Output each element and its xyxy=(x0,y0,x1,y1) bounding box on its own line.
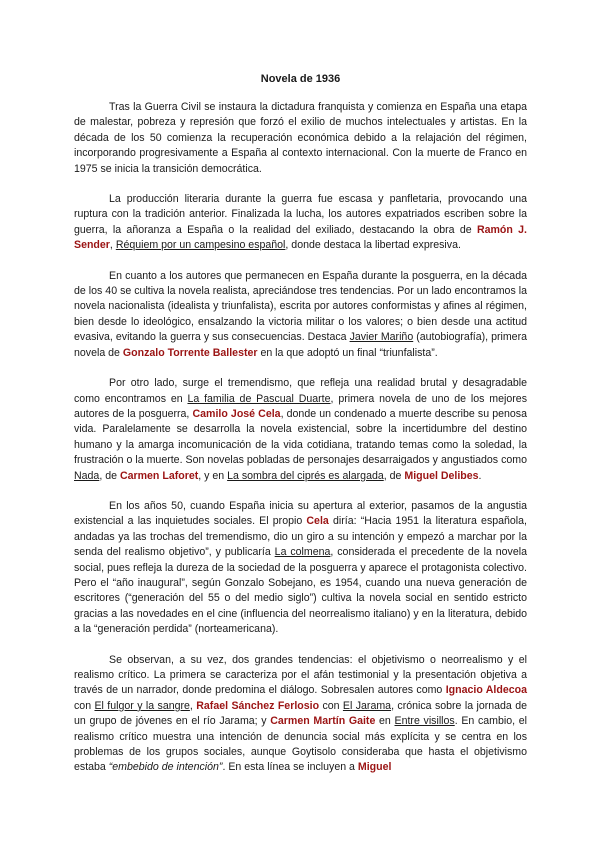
text: . En esta línea se incluyen a xyxy=(222,761,358,774)
author-name: Gonzalo Torrente Ballester xyxy=(122,346,258,359)
text: . En cambio, el realismo crítico muestra una intención de denuncia social más explícita y se centra en los problemas de los grupos sociales, aunque Goytisolo consideraba que hasta el objetivismo estaba xyxy=(74,715,528,774)
work-title: Entre visillos xyxy=(394,715,455,728)
text: , donde destaca la libertad expresiva. xyxy=(285,239,461,252)
text: , primera novela de uno de los mejores autores de la posguerra, xyxy=(74,392,527,420)
work-title: Nada xyxy=(74,469,100,482)
author-name: Miguel xyxy=(357,761,392,774)
text: La producción literaria durante la guerra fue escasa y panfletaria, provocando una ruptura con la tradición anterior. Finalizada la lucha, los autores expatriados escriben sobre la guerra, la añoranza a España o la realidad del exiliado, destacando la obra de xyxy=(74,193,527,236)
work-title: La colmena xyxy=(274,546,331,559)
work-title: El Jarama xyxy=(342,699,392,712)
text: con xyxy=(319,699,343,712)
text: , xyxy=(109,239,116,252)
text: En los años 50, cuando España inicia su apertura al exterior, pasamos de la angustia existencial a las inquietudes sociales. El propio xyxy=(74,499,527,528)
work-title: El fulgor y la sangre xyxy=(94,699,190,712)
text: , de xyxy=(99,469,120,482)
author-name: Miguel Delibes xyxy=(404,469,479,482)
text: , crónica sobre la jornada de un grupo de jóvenes en el río Jarama; y xyxy=(74,699,527,728)
text: diría: “Hacia 1951 la literatura española, andadas ya las trochas del tremendismo, dio un giro a su intención y empezó a marchar por la senda del realismo objetivo”, y publicaría xyxy=(74,515,527,559)
author-name: Cela xyxy=(306,515,329,528)
paragraph-exile xyxy=(74,192,527,254)
paragraph-tremendismo xyxy=(74,376,527,484)
text: En cuanto a los autores que permanecen en España durante la posguerra, en la década de los 40 se cultiva la novela realista, apreciándose tres tendencias. Por un lado encontramos la novela nacionalista (idealista y triunfalista), escrita por autores conformistas y afines al régimen, bien desde lo ideológico, ensalzando la victoria militar o los valores; o bien desde una actitud evasiva, evitando la guerra y sus consecuencias. Destaca xyxy=(74,269,527,344)
text: , de xyxy=(383,469,405,482)
paragraph-context: Tras la Guerra Civil se instaura la dictadura franquista y comienza en España una etapa de malestar, pobreza y represión que forzó el exilio de muchos intelectuales y artistas. En la década de los 50 comienza la recuperación económica debido a la relajación del régimen, incorporando progresivamente a España al contexto internacional. Con la muerte de Franco en 1975 se inicia la transición democrática. xyxy=(74,101,527,175)
work-title: Réquiem por un campesino español xyxy=(115,239,286,252)
text: , xyxy=(189,699,197,712)
author-name: Ignacio Aldecoa xyxy=(445,684,527,697)
text: Se observan, a su vez, dos grandes tendencias: el objetivismo o neorrealismo y el realismo crítico. La primera se caracteriza por el afán testimonial y la presentación objetiva a través de un narrador, donde predomina el diálogo. Sobresalen autores como xyxy=(74,653,527,697)
text: Por otro lado, surge el tremendismo, que refleja una realidad brutal y desagradable como encontramos en xyxy=(74,377,527,405)
work-title: Javier Mariño xyxy=(349,331,414,344)
paragraph-realism-40s xyxy=(74,269,527,361)
work-title: La sombra del ciprés es alargada xyxy=(227,469,384,482)
author-name: Carmen Martín Gaite xyxy=(270,715,376,728)
paragraph-tendencies xyxy=(74,653,527,776)
text: con xyxy=(74,699,95,712)
author-name: Camilo José Cela xyxy=(192,407,281,420)
text: , considerada el precedente de la novela social, pues refleja la dureza de la sociedad de la posguerra y aparece el protagonista colectivo. Pero el “año inaugural”, según Gonzalo Sobejano, es 1954, cuando una nueva generación de escritores (“generación del 55 o del medio siglo”) cultiva la novela social en sentido estricto gracias a las novedades en el cine (influencia del neorrealismo italiano) y en la literatura, debido a la “generación perdida” (norteamericana). xyxy=(74,546,527,636)
text: en la que adoptó un final “triunfalista”. xyxy=(257,346,438,359)
text: . xyxy=(478,469,482,482)
work-title: La familia de Pascual Duarte xyxy=(187,392,331,405)
author-name: Rafael Sánchez Ferlosio xyxy=(196,699,320,712)
paragraph-social-50s xyxy=(74,499,527,638)
author-name: Ramón J. Sender xyxy=(74,223,527,252)
document-title: Novela de 1936 xyxy=(260,73,341,85)
text: , donde un condenado a muerte describe su penosa vida. Paralelamente se desarrolla la novela existencial, sobre la incertidumbre del destino humano y la amarga incomunicación de la vida cotidiana, tratando temas como la soledad, la frustración o la muerte. Son novelas pobladas de personajes desarraigados y angustiados como xyxy=(74,407,527,467)
text: , y en xyxy=(198,469,228,482)
quote: “embebido de intención” xyxy=(108,761,223,774)
text: en xyxy=(375,715,395,728)
author-name: Carmen Laforet xyxy=(119,469,199,482)
text: (autobiografía), primera novela de xyxy=(74,331,527,359)
